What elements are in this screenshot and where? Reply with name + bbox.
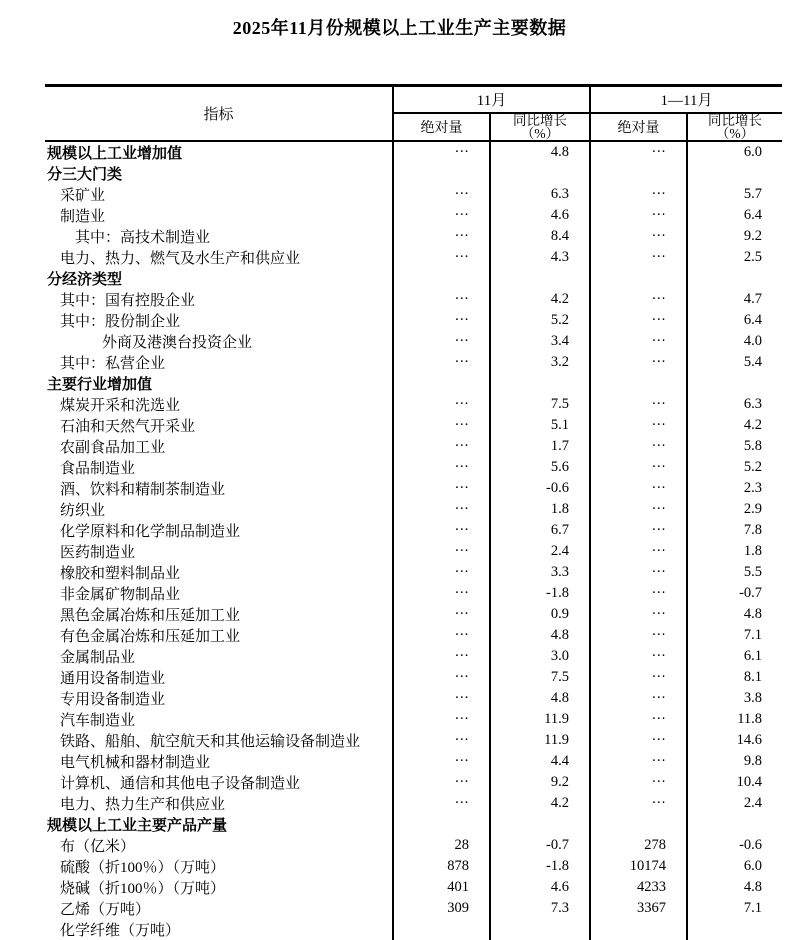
table-row — [45, 835, 782, 856]
cell-value: 6.3 — [490, 184, 590, 205]
table-header — [45, 86, 782, 142]
row-label: 规模以上工业增加值 — [47, 146, 183, 162]
cell-value: ··· — [393, 415, 490, 436]
table-row — [45, 394, 782, 415]
cell-value: 6.4 — [687, 205, 782, 226]
cell-value: 3.3 — [490, 562, 590, 583]
row-label: 专用设备制造业 — [60, 692, 166, 708]
cell-value: ··· — [393, 478, 490, 499]
header-yoy-jan-november — [687, 113, 782, 141]
cell-value: 9.2 — [687, 226, 782, 247]
cell-value: 3.8 — [687, 688, 782, 709]
cell-value: ··· — [393, 772, 490, 793]
cell-value: ··· — [590, 205, 687, 226]
header-absolute-november — [393, 113, 490, 141]
table-row — [45, 352, 782, 373]
cell-value: -0.7 — [687, 583, 782, 604]
cell-value: ··· — [393, 793, 490, 814]
header-yoy-november — [490, 113, 590, 141]
header-yoy-label: 同比增长 — [708, 113, 763, 128]
row-label: 其中：私营企业 — [60, 356, 166, 372]
table-row — [45, 751, 782, 772]
cell-value: ··· — [590, 751, 687, 772]
table-row — [45, 604, 782, 625]
row-label: 电力、热力生产和供应业 — [60, 797, 226, 813]
cell-value: 278 — [590, 835, 687, 856]
cell-value: ··· — [590, 604, 687, 625]
cell-value: 4.2 — [490, 289, 590, 310]
row-label: 布（亿米） — [60, 839, 136, 855]
header-absolute-label: 绝对量 — [420, 121, 463, 136]
cell-value: 10.4 — [687, 772, 782, 793]
cell-value: ··· — [393, 709, 490, 730]
table-row — [45, 163, 782, 184]
cell-value — [590, 919, 687, 940]
cell-value: ··· — [393, 457, 490, 478]
cell-value: 2.4 — [490, 541, 590, 562]
row-label: 有色金属冶炼和压延加工业 — [60, 629, 241, 645]
table-row — [45, 646, 782, 667]
cell-value — [393, 919, 490, 940]
table-row — [45, 541, 782, 562]
header-absolute-jan-november — [590, 113, 687, 141]
cell-value — [687, 814, 782, 835]
row-label: 其中：高技术制造业 — [75, 230, 211, 246]
cell-value: 309 — [393, 898, 490, 919]
cell-value: 28 — [393, 835, 490, 856]
cell-value: 4.4 — [490, 751, 590, 772]
table-row — [45, 457, 782, 478]
cell-value: ··· — [393, 289, 490, 310]
cell-value: ··· — [590, 646, 687, 667]
row-label: 乙烯（万吨） — [60, 902, 151, 918]
cell-value: 3.4 — [490, 331, 590, 352]
row-label: 铁路、船舶、航空航天和其他运输设备制造业 — [60, 734, 361, 750]
row-label: 农副食品加工业 — [60, 440, 166, 456]
table-body — [45, 141, 782, 940]
cell-value: 6.0 — [687, 856, 782, 877]
cell-value: ··· — [590, 310, 687, 331]
cell-value: 2.5 — [687, 247, 782, 268]
row-label: 酒、饮料和精制茶制造业 — [60, 482, 226, 498]
cell-value: ··· — [590, 688, 687, 709]
cell-value: 6.3 — [687, 394, 782, 415]
row-label: 煤炭开采和洗选业 — [60, 398, 181, 414]
cell-value: ··· — [590, 793, 687, 814]
header-absolute-label: 绝对量 — [617, 121, 660, 136]
cell-value: ··· — [393, 499, 490, 520]
table-row — [45, 141, 782, 163]
row-label: 规模以上工业主要产品产量 — [47, 818, 228, 834]
table-row — [45, 226, 782, 247]
row-label: 非金属矿物制品业 — [60, 587, 181, 603]
cell-value — [490, 919, 590, 940]
cell-value: ··· — [393, 730, 490, 751]
cell-value: ··· — [590, 394, 687, 415]
cell-value: ··· — [590, 541, 687, 562]
header-group-row — [45, 86, 782, 114]
table-row — [45, 184, 782, 205]
row-label: 分经济类型 — [47, 272, 123, 288]
cell-value: 0.9 — [490, 604, 590, 625]
cell-value: 4.6 — [490, 205, 590, 226]
cell-value: 9.2 — [490, 772, 590, 793]
cell-value: 5.1 — [490, 415, 590, 436]
table-row — [45, 310, 782, 331]
header-yoy-unit: （%） — [520, 126, 560, 141]
cell-value: 6.1 — [687, 646, 782, 667]
cell-value: -1.8 — [490, 856, 590, 877]
cell-value: ··· — [393, 352, 490, 373]
cell-value: 7.8 — [687, 520, 782, 541]
row-label: 通用设备制造业 — [60, 671, 166, 687]
cell-value: ··· — [590, 247, 687, 268]
cell-value: -0.6 — [490, 478, 590, 499]
row-label: 分三大门类 — [47, 167, 123, 183]
table-row — [45, 709, 782, 730]
table-row — [45, 520, 782, 541]
cell-value: 4.8 — [490, 141, 590, 163]
cell-value: 8.4 — [490, 226, 590, 247]
table-row — [45, 856, 782, 877]
cell-value: ··· — [590, 709, 687, 730]
row-label: 计算机、通信和其他电子设备制造业 — [60, 776, 301, 792]
table-row — [45, 898, 782, 919]
cell-value: ··· — [590, 499, 687, 520]
cell-value: ··· — [393, 583, 490, 604]
row-label: 黑色金属冶炼和压延加工业 — [60, 608, 241, 624]
cell-value: 4.2 — [687, 415, 782, 436]
cell-value: 2.3 — [687, 478, 782, 499]
row-label: 制造业 — [60, 209, 106, 225]
cell-value — [590, 268, 687, 289]
table-row — [45, 373, 782, 394]
cell-value: ··· — [590, 457, 687, 478]
cell-value — [393, 163, 490, 184]
cell-value: 1.8 — [490, 499, 590, 520]
row-label: 石油和天然气开采业 — [60, 419, 196, 435]
cell-value: ··· — [590, 562, 687, 583]
row-label: 主要行业增加值 — [47, 377, 153, 393]
row-label: 汽车制造业 — [60, 713, 136, 729]
cell-value: 9.8 — [687, 751, 782, 772]
cell-value: ··· — [590, 625, 687, 646]
row-label: 电力、热力、燃气及水生产和供应业 — [60, 251, 301, 267]
row-label: 化学纤维（万吨） — [60, 923, 181, 939]
cell-value: 10174 — [590, 856, 687, 877]
table-row — [45, 772, 782, 793]
cell-value: 3.2 — [490, 352, 590, 373]
cell-value: 11.9 — [490, 730, 590, 751]
cell-value: -0.6 — [687, 835, 782, 856]
cell-value: 4.3 — [490, 247, 590, 268]
cell-value — [590, 163, 687, 184]
cell-value: ··· — [393, 394, 490, 415]
table-row — [45, 877, 782, 898]
cell-value: ··· — [393, 331, 490, 352]
table-row — [45, 331, 782, 352]
cell-value: 3.0 — [490, 646, 590, 667]
table-row — [45, 562, 782, 583]
row-label: 其中：国有控股企业 — [60, 293, 196, 309]
cell-value: -0.7 — [490, 835, 590, 856]
cell-value: ··· — [393, 205, 490, 226]
cell-value: ··· — [590, 772, 687, 793]
cell-value: ··· — [590, 226, 687, 247]
cell-value: ··· — [590, 730, 687, 751]
row-label: 电气机械和器材制造业 — [60, 755, 211, 771]
cell-value: 7.1 — [687, 898, 782, 919]
cell-value: ··· — [393, 184, 490, 205]
header-group-jan-november: 1—11月 — [590, 86, 782, 114]
cell-value: 1.8 — [687, 541, 782, 562]
header-yoy-unit: （%） — [715, 126, 755, 141]
page-title: 2025年11月份规模以上工业生产主要数据 — [232, 18, 567, 38]
table-row — [45, 247, 782, 268]
cell-value — [393, 268, 490, 289]
cell-value: ··· — [590, 352, 687, 373]
cell-value: 1.7 — [490, 436, 590, 457]
cell-value — [687, 163, 782, 184]
cell-value: 878 — [393, 856, 490, 877]
cell-value: 4.6 — [490, 877, 590, 898]
cell-value — [490, 163, 590, 184]
cell-value — [687, 268, 782, 289]
cell-value: ··· — [590, 415, 687, 436]
industrial-data-table — [45, 84, 782, 940]
cell-value: 7.3 — [490, 898, 590, 919]
table-row — [45, 688, 782, 709]
table-row — [45, 667, 782, 688]
cell-value: -1.8 — [490, 583, 590, 604]
cell-value: ··· — [393, 520, 490, 541]
table-row — [45, 415, 782, 436]
cell-value: 4.8 — [490, 625, 590, 646]
row-label: 其中：股份制企业 — [60, 314, 181, 330]
table-row — [45, 289, 782, 310]
cell-value — [490, 373, 590, 394]
cell-value: ··· — [393, 436, 490, 457]
cell-value: 4.8 — [490, 688, 590, 709]
cell-value: 6.7 — [490, 520, 590, 541]
cell-value: 4.8 — [687, 877, 782, 898]
cell-value: 5.4 — [687, 352, 782, 373]
cell-value: ··· — [393, 562, 490, 583]
cell-value: 2.4 — [687, 793, 782, 814]
table-row — [45, 268, 782, 289]
cell-value: 8.1 — [687, 667, 782, 688]
cell-value: ··· — [393, 247, 490, 268]
row-label: 食品制造业 — [60, 461, 136, 477]
cell-value: 5.8 — [687, 436, 782, 457]
header-indicator: 指标 — [45, 86, 393, 142]
table-row — [45, 436, 782, 457]
table-row — [45, 583, 782, 604]
cell-value: ··· — [393, 688, 490, 709]
cell-value — [590, 373, 687, 394]
cell-value: ··· — [393, 604, 490, 625]
cell-value: ··· — [393, 541, 490, 562]
cell-value: 5.6 — [490, 457, 590, 478]
table-container — [45, 84, 782, 939]
cell-value: 11.8 — [687, 709, 782, 730]
cell-value: 11.9 — [490, 709, 590, 730]
cell-value: ··· — [393, 141, 490, 163]
cell-value: 6.0 — [687, 141, 782, 163]
cell-value: ··· — [590, 583, 687, 604]
cell-value: ··· — [393, 625, 490, 646]
table-row — [45, 730, 782, 751]
cell-value: 5.5 — [687, 562, 782, 583]
table-row — [45, 814, 782, 835]
cell-value — [590, 814, 687, 835]
row-label: 橡胶和塑料制品业 — [60, 566, 181, 582]
cell-value: 4.8 — [687, 604, 782, 625]
cell-value: ··· — [590, 141, 687, 163]
cell-value: ··· — [393, 646, 490, 667]
cell-value: ··· — [590, 478, 687, 499]
cell-value — [490, 268, 590, 289]
cell-value: 4.2 — [490, 793, 590, 814]
cell-value — [490, 814, 590, 835]
row-label: 金属制品业 — [60, 650, 136, 666]
cell-value: 3367 — [590, 898, 687, 919]
cell-value: ··· — [393, 226, 490, 247]
cell-value: 6.4 — [687, 310, 782, 331]
cell-value: ··· — [393, 667, 490, 688]
cell-value: 7.5 — [490, 667, 590, 688]
table-row — [45, 478, 782, 499]
cell-value: 2.9 — [687, 499, 782, 520]
cell-value: ··· — [590, 331, 687, 352]
row-label: 纺织业 — [60, 503, 106, 519]
row-label: 硫酸（折100％）（万吨） — [60, 860, 226, 876]
table-row — [45, 625, 782, 646]
cell-value: 7.5 — [490, 394, 590, 415]
row-label: 外商及港澳台投资企业 — [102, 335, 253, 351]
cell-value: ··· — [590, 436, 687, 457]
cell-value — [687, 373, 782, 394]
row-label: 烧碱（折100％）（万吨） — [60, 881, 226, 897]
table-row — [45, 499, 782, 520]
cell-value: 4.0 — [687, 331, 782, 352]
row-label: 化学原料和化学制品制造业 — [60, 524, 241, 540]
cell-value: 14.6 — [687, 730, 782, 751]
cell-value: 7.1 — [687, 625, 782, 646]
cell-value — [393, 814, 490, 835]
header-yoy-label: 同比增长 — [513, 113, 567, 128]
cell-value: ··· — [590, 520, 687, 541]
cell-value: ··· — [393, 751, 490, 772]
cell-value: 401 — [393, 877, 490, 898]
table-row — [45, 205, 782, 226]
row-label: 采矿业 — [60, 188, 106, 204]
row-label: 医药制造业 — [60, 545, 136, 561]
cell-value: ··· — [590, 667, 687, 688]
cell-value — [687, 919, 782, 940]
cell-value: 5.2 — [687, 457, 782, 478]
cell-value: 5.7 — [687, 184, 782, 205]
cell-value — [393, 373, 490, 394]
table-row — [45, 793, 782, 814]
cell-value: 4.7 — [687, 289, 782, 310]
cell-value: 5.2 — [490, 310, 590, 331]
cell-value: ··· — [590, 184, 687, 205]
cell-value: 4233 — [590, 877, 687, 898]
table-row — [45, 919, 782, 940]
header-group-november: 11月 — [393, 86, 590, 114]
cell-value: ··· — [393, 310, 490, 331]
cell-value: ··· — [590, 289, 687, 310]
